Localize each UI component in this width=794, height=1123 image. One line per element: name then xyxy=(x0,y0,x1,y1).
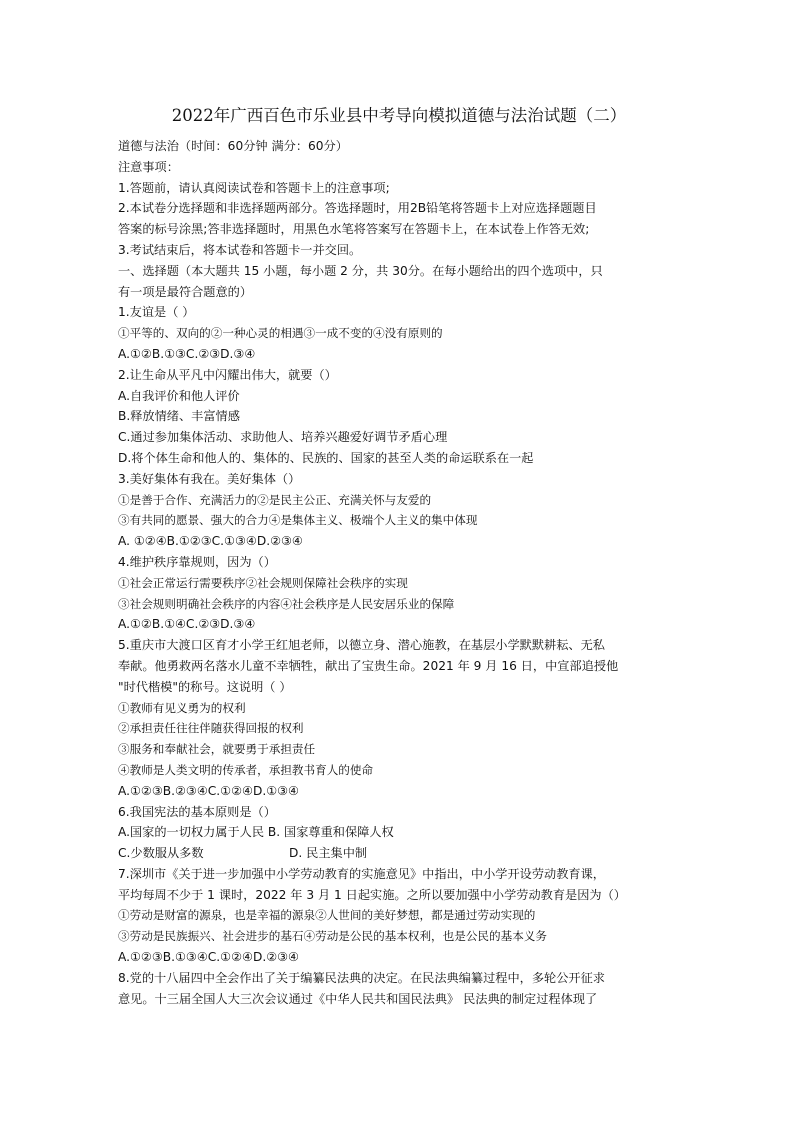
question-5-stem: 奉献。他勇救两名落水儿童不幸牺牲，献出了宝贵生命。2021 年 9 月 16 日，中宣部追授他 xyxy=(118,658,619,673)
question-3-options: ③有共同的愿景、强大的合力④是集体主义、极端个人主义的集中体现 xyxy=(118,513,478,528)
question-6-stem: 6.我国宪法的基本原则是（） xyxy=(118,804,276,819)
notice-item: 2.本试卷分选择题和非选择题两部分。答选择题时，用2B铅笔将答题卡上对应选择题题目 xyxy=(118,201,597,216)
question-5-option-4: ④教师是人类文明的传承者，承担教书育人的使命 xyxy=(118,762,374,777)
section-heading: 一、选择题（本大题共 15 小题，每小题 2 分，共 30分。在每小题给出的四个选项中，只 xyxy=(118,263,603,278)
notice-item: 1.答题前，请认真阅读试卷和答题卡上的注意事项; xyxy=(118,180,390,195)
question-6-choice-c: C.少数服从多数 xyxy=(118,846,204,861)
section-heading-cont: 有一项是最符合题意的） xyxy=(118,284,253,299)
question-2-stem: 2.让生命从平凡中闪耀出伟大，就要（） xyxy=(118,367,337,382)
question-8-stem: 8.党的十八届四中全会作出了关于编纂民法典的决定。在民法典编纂过程中，多轮公开征求 xyxy=(118,970,605,985)
question-2-choice-a: A.自我评价和他人评价 xyxy=(118,388,240,403)
question-8-stem: 意见。十三届全国人大三次会议通过《中华人民共和国民法典》 民法典的制定过程体现了 xyxy=(118,991,598,1006)
question-5-option-1: ①教师有见义勇为的权利 xyxy=(118,700,246,715)
question-3-options: ①是善于合作、充满活力的②是民主公正、充满关怀与友爱的 xyxy=(118,492,432,507)
notice-item: 3.考试结束后，将本试卷和答题卡一并交回。 xyxy=(118,242,362,257)
question-5-option-3: ③服务和奉献社会，就要勇于承担责任 xyxy=(118,742,316,757)
question-7-choices: A.①②③B.①③④C.①②④D.②③④ xyxy=(118,950,299,965)
question-5-stem: "时代楷模"的称号。这说明（ ） xyxy=(118,679,292,694)
exam-content xyxy=(118,104,684,1009)
question-6-choice-d: D. 民主集中制 xyxy=(289,846,368,861)
notice-item: 答案的标号涂黑;答非选择题时，用黑色水笔将答案写在答题卡上，在本试卷上作答无效; xyxy=(118,222,590,237)
question-7-options: ③劳动是民族振兴、社会进步的基石④劳动是公民的基本权利，也是公民的基本义务 xyxy=(118,929,547,944)
question-4-choices: A.①②B.①④C.②③D.③④ xyxy=(118,617,256,632)
question-2-choice-d: D.将个体生命和他人的、集体的、民族的、国家的甚至人类的命运联系在一起 xyxy=(118,450,534,465)
question-7-stem: 7.深圳市《关于进一步加强中小学劳动教育的实施意见》中指出，中小学开设劳动教育课， xyxy=(118,866,605,881)
exam-subtitle: 道德与法治（时间：60分钟 满分：60分） xyxy=(118,139,348,153)
question-2-choice-b: B.释放情绪、丰富情感 xyxy=(118,409,240,424)
question-4-stem: 4.维护秩序靠规则，因为（） xyxy=(118,554,276,569)
question-1-choices: A.①②B.①③C.②③D.③④ xyxy=(118,346,256,361)
question-4-options: ①社会正常运行需要秩序②社会规则保障社会秩序的实现 xyxy=(118,575,408,590)
question-6-choices-cd xyxy=(118,843,684,864)
question-5-choices: A.①②③B.②③④C.①②④D.①③④ xyxy=(118,783,299,798)
question-7-stem: 平均每周不少于 1 课时，2022 年 3 月 1 日起实施。之所以要加强中小学劳动教育是因为（） xyxy=(118,887,626,902)
question-7-options: ①劳动是财富的源泉，也是幸福的源泉②人世间的美好梦想，都是通过劳动实现的 xyxy=(118,908,536,923)
question-1-options: ①平等的、双向的②一种心灵的相遇③一成不变的④没有原则的 xyxy=(118,326,443,341)
question-5-option-2: ②承担责任往往伴随获得回报的权利 xyxy=(118,721,304,736)
question-6-choices-ab: A.国家的一切权力属于人民 B. 国家尊重和保障人权 xyxy=(118,825,394,840)
notice-heading: 注意事项： xyxy=(118,159,179,174)
question-2-choice-c: C.通过参加集体活动、求助他人、培养兴趣爱好调节矛盾心理 xyxy=(118,430,448,445)
exam-title: 2022年广西百色市乐业县中考导向模拟道德与法治试题（二） xyxy=(171,106,627,125)
question-5-stem: 5.重庆市大渡口区育才小学王红旭老师，以德立身、潜心施教，在基层小学默默耕耘、无私 xyxy=(118,638,605,653)
question-3-stem: 3.美好集体有我在。美好集体（） xyxy=(118,471,301,486)
question-3-choices: A. ①②④B.①②③C.①③④D.②③④ xyxy=(118,534,303,549)
question-1-stem: 1.友谊是（ ） xyxy=(118,305,195,320)
question-4-options: ③社会规则明确社会秩序的内容④社会秩序是人民安居乐业的保障 xyxy=(118,596,455,611)
